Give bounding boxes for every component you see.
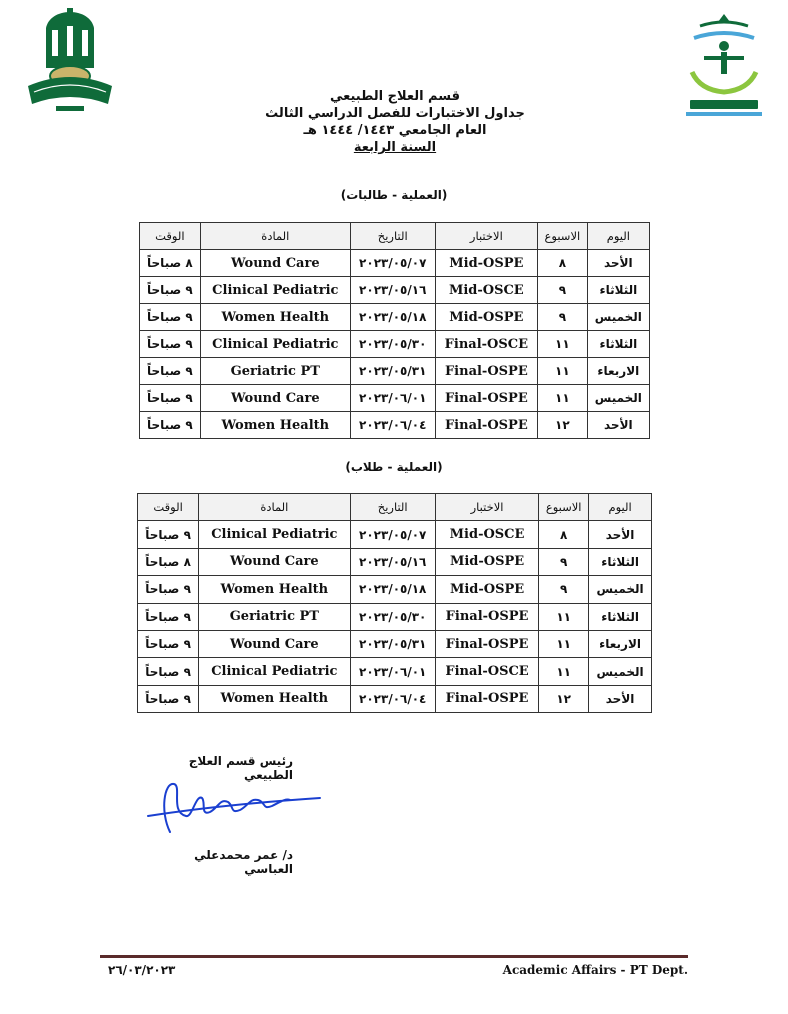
handwritten-signature: [140, 772, 330, 842]
cell-week: ٩: [539, 576, 589, 603]
cell-day: الثلاثاء: [587, 331, 649, 358]
table-row: [138, 658, 652, 685]
cell-day: الاربعاء: [587, 358, 649, 385]
col-exam: الاختبار: [435, 223, 538, 250]
cell-week: ٨: [539, 521, 589, 548]
cell-day: الأحد: [587, 412, 649, 439]
females-schedule-table: [139, 222, 650, 439]
females-section-title: (العملية - طالبات): [340, 188, 448, 202]
col-time: الوقت: [140, 223, 201, 250]
col-subject: المادة: [200, 223, 350, 250]
cell-time: ٩ صباحاً: [138, 630, 199, 657]
cell-week: ١١: [539, 603, 589, 630]
cell-date: ٢٠٢٣/٠٦/٠١: [350, 385, 435, 412]
cell-date: ٢٠٢٣/٠٥/١٦: [350, 548, 435, 575]
table-row: [140, 331, 650, 358]
cell-date: ٢٠٢٣/٠٥/٣١: [350, 630, 435, 657]
cell-date: ٢٠٢٣/٠٥/٣٠: [350, 331, 435, 358]
academic-year: العام الجامعي ١٤٤٣/ ١٤٤٤ هـ: [303, 123, 487, 138]
cell-exam: Final-OSPE: [435, 358, 538, 385]
col-week: الاسبوع: [538, 223, 588, 250]
cell-subject: Wound Care: [199, 630, 350, 657]
cell-day: الثلاثاء: [587, 277, 649, 304]
col-week: الاسبوع: [539, 494, 589, 521]
cell-exam: Mid-OSCE: [435, 277, 538, 304]
table-row: [140, 277, 650, 304]
cell-date: ٢٠٢٣/٠٥/٠٧: [350, 521, 435, 548]
cell-date: ٢٠٢٣/٠٥/٣٠: [350, 603, 435, 630]
cell-subject: Clinical Pediatric: [199, 521, 350, 548]
cell-exam: Final-OSPE: [435, 412, 538, 439]
cell-exam: Final-OSPE: [435, 385, 538, 412]
cell-time: ٩ صباحاً: [140, 385, 201, 412]
table-header-row: [138, 494, 652, 521]
cell-week: ١٢: [538, 412, 588, 439]
university-logo-icon: [22, 8, 118, 120]
faculty-logo-icon: [680, 12, 768, 120]
cell-time: ٨ صباحاً: [138, 548, 199, 575]
document-header: [150, 88, 640, 156]
cell-subject: Women Health: [200, 304, 350, 331]
cell-day: الثلاثاء: [589, 548, 652, 575]
cell-exam: Final-OSPE: [435, 685, 538, 712]
cell-time: ٩ صباحاً: [138, 576, 199, 603]
cell-date: ٢٠٢٣/٠٦/٠٤: [350, 685, 435, 712]
cell-date: ٢٠٢٣/٠٥/١٦: [350, 277, 435, 304]
table-row: [140, 250, 650, 277]
cell-date: ٢٠٢٣/٠٥/١٨: [350, 304, 435, 331]
cell-exam: Mid-OSPE: [435, 304, 538, 331]
department-name: قسم العلاج الطبيعي: [329, 89, 460, 104]
cell-time: ٩ صباحاً: [140, 412, 201, 439]
cell-day: الاربعاء: [589, 630, 652, 657]
cell-exam: Final-OSCE: [435, 331, 538, 358]
table-header-row: [140, 223, 650, 250]
table-row: [138, 576, 652, 603]
cell-time: ٩ صباحاً: [140, 277, 201, 304]
cell-exam: Mid-OSCE: [435, 521, 538, 548]
col-exam: الاختبار: [435, 494, 538, 521]
cell-week: ١٢: [539, 685, 589, 712]
signatory-title: رئيس قسم العلاج الطبيعي: [188, 754, 293, 782]
cell-exam: Mid-OSPE: [435, 576, 538, 603]
males-section-title: (العملية - طلاب): [345, 460, 443, 474]
signatory-name: د/ عمر محمدعلي العباسي: [194, 848, 293, 876]
cell-week: ١١: [539, 630, 589, 657]
cell-day: الأحد: [589, 521, 652, 548]
year-level: السنة الرابعة: [353, 140, 437, 155]
table-row: [140, 385, 650, 412]
cell-exam: Final-OSPE: [435, 603, 538, 630]
cell-day: الخميس: [587, 385, 649, 412]
table-row: [138, 685, 652, 712]
cell-day: الأحد: [587, 250, 649, 277]
cell-week: ٩: [538, 304, 588, 331]
cell-subject: Geriatric PT: [200, 358, 350, 385]
cell-date: ٢٠٢٣/٠٥/٠٧: [350, 250, 435, 277]
schedule-title: جداول الاختبارات للفصل الدراسي الثالث: [265, 106, 525, 121]
cell-time: ٩ صباحاً: [138, 521, 199, 548]
cell-date: ٢٠٢٣/٠٥/١٨: [350, 576, 435, 603]
cell-subject: Clinical Pediatric: [200, 331, 350, 358]
cell-day: الثلاثاء: [589, 603, 652, 630]
footer-date: ٢٦/٠٣/٢٠٢٣: [108, 963, 176, 977]
cell-time: ٩ صباحاً: [140, 304, 201, 331]
males-schedule-table: [137, 493, 652, 713]
table-row: [140, 358, 650, 385]
cell-date: ٢٠٢٣/٠٦/٠١: [350, 658, 435, 685]
cell-week: ٩: [539, 548, 589, 575]
col-day: اليوم: [589, 494, 652, 521]
cell-week: ١١: [538, 385, 588, 412]
col-time: الوقت: [138, 494, 199, 521]
col-subject: المادة: [199, 494, 350, 521]
cell-exam: Final-OSPE: [435, 630, 538, 657]
cell-time: ٨ صباحاً: [140, 250, 201, 277]
cell-week: ١١: [538, 358, 588, 385]
cell-day: الخميس: [587, 304, 649, 331]
table-row: [138, 603, 652, 630]
table-row: [140, 304, 650, 331]
cell-week: ١١: [539, 658, 589, 685]
cell-week: ٨: [538, 250, 588, 277]
cell-date: ٢٠٢٣/٠٥/٣١: [350, 358, 435, 385]
cell-subject: Wound Care: [200, 250, 350, 277]
cell-time: ٩ صباحاً: [140, 358, 201, 385]
cell-subject: Geriatric PT: [199, 603, 350, 630]
col-date: التاريخ: [350, 494, 435, 521]
cell-subject: Wound Care: [199, 548, 350, 575]
cell-subject: Women Health: [200, 412, 350, 439]
cell-week: ٩: [538, 277, 588, 304]
cell-exam: Mid-OSPE: [435, 548, 538, 575]
cell-time: ٩ صباحاً: [138, 603, 199, 630]
table-row: [138, 630, 652, 657]
footer-department: Academic Affairs - PT Dept.: [502, 963, 688, 977]
cell-day: الأحد: [589, 685, 652, 712]
cell-subject: Clinical Pediatric: [199, 658, 350, 685]
table-row: [138, 521, 652, 548]
cell-day: الخميس: [589, 576, 652, 603]
cell-date: ٢٠٢٣/٠٦/٠٤: [350, 412, 435, 439]
cell-subject: Wound Care: [200, 385, 350, 412]
footer-divider: [100, 955, 688, 958]
table-row: [140, 412, 650, 439]
cell-week: ١١: [538, 331, 588, 358]
cell-subject: Women Health: [199, 576, 350, 603]
col-day: اليوم: [587, 223, 649, 250]
cell-exam: Mid-OSPE: [435, 250, 538, 277]
cell-subject: Women Health: [199, 685, 350, 712]
cell-subject: Clinical Pediatric: [200, 277, 350, 304]
cell-time: ٩ صباحاً: [140, 331, 201, 358]
col-date: التاريخ: [350, 223, 435, 250]
cell-exam: Final-OSCE: [435, 658, 538, 685]
cell-time: ٩ صباحاً: [138, 658, 199, 685]
cell-time: ٩ صباحاً: [138, 685, 199, 712]
table-row: [138, 548, 652, 575]
cell-day: الخميس: [589, 658, 652, 685]
